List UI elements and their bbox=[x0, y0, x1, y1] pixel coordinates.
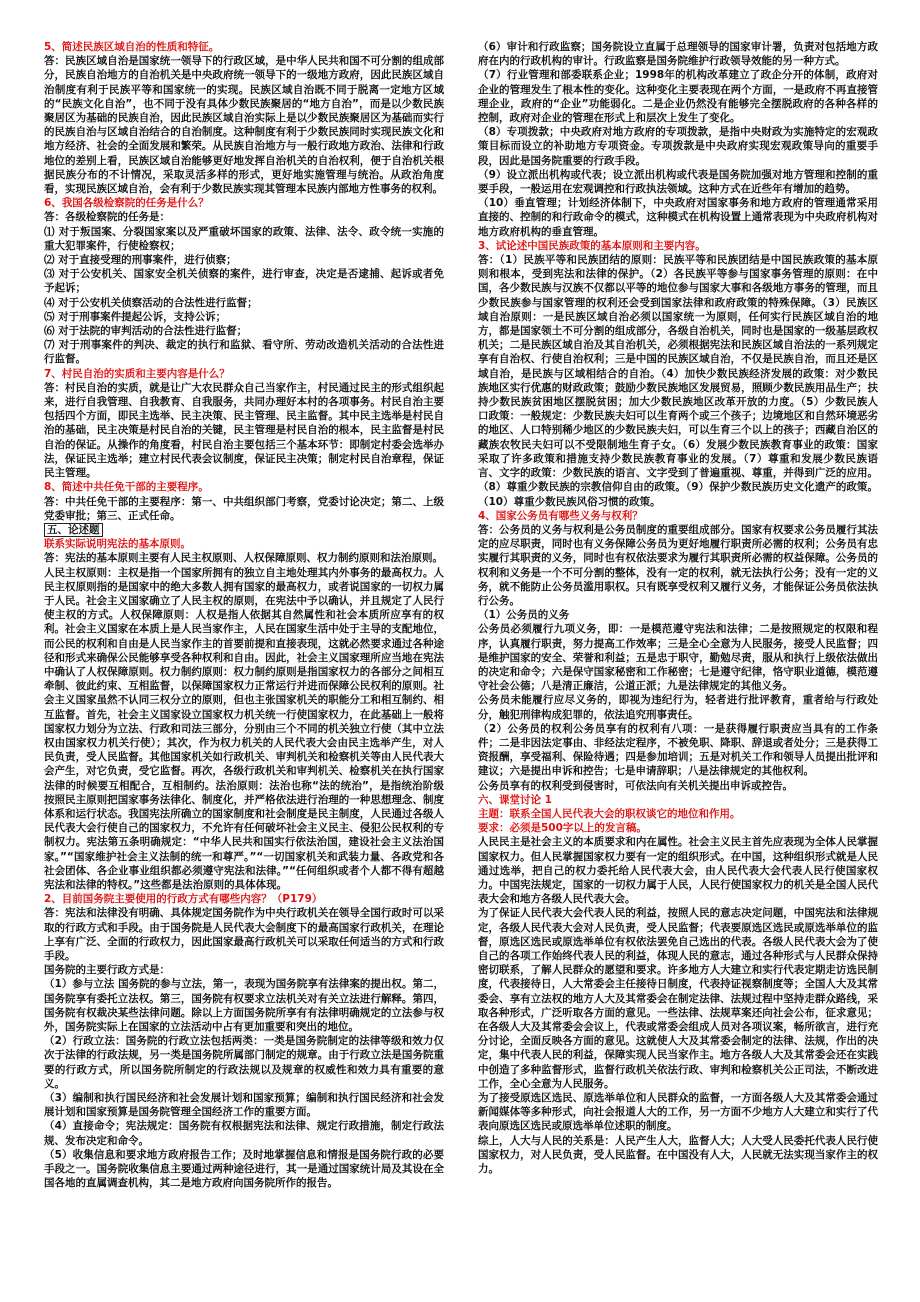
sub-heading: 要求：必须是500字以上的发言稿。 bbox=[478, 822, 647, 835]
answer-paragraph: 国务院的主要行政方式是： bbox=[44, 964, 170, 977]
answer-paragraph: （1）公务员的义务 bbox=[478, 609, 570, 622]
answer-paragraph: （1）参与立法 国务院的参与立法，第一，表现为国务院享有法律案的提出权。第二，国务院享有委托立法权。第三，国务院有权要求立法机关对有关立法进行解释。第四，国务院有权裁决某些法律问题。除以上方面国务院所享有有法律明确规定的立法参与权外，国务院实际上在国家的立法活动中占有更加重要和突出的地位。 bbox=[44, 978, 444, 1034]
question-heading: 4、国家公务员有哪些义务与权利？ bbox=[478, 509, 643, 522]
answer-paragraph: 公务员必须履行九项义务，即：一是模范遵守宪法和法律；二是按照规定的权限和程序，认真履行职责，努力提高工作效率；三是全心全意为人民服务，接受人民监督；四是维护国家的安全、荣誉和利益；五是忠于职守，勤勉尽责，服从和执行上级依法做出的决定和命令；六是保守国家秘密和工作秘密；七是遵守纪律，恪守职业道德，模范遵守社会公德；八是清正廉洁，公道正派；九是法律规定的其他义务。 bbox=[478, 623, 878, 693]
left-column bbox=[44, 40, 444, 1190]
question-heading: 2、目前国务院主要使用的行政方式有哪些内容？（P179） bbox=[44, 893, 323, 906]
qa-block bbox=[44, 892, 444, 1190]
qa-block bbox=[478, 40, 878, 239]
answer-paragraph: 为了保证人民代表大会代表人民的利益，按照人民的意志决定问题，中国宪法和法律规定，各级人民代表大会对人民负责，受人民监督；代表要原选区选民或原选举单位的监督，原选区选民或原选举单位有权依法罢免自己选出的代表。各级人民代表大会为了使自己的各项工作始终代表人民的利益，体现人民的意志，通过各种形式与人民群众保持密切联系，了解人民群众的愿望和要求。许多地方人大建立和实行代表定期走访选民制度，代表接待日，人大常委会主任接待日制度，代表持证视察制度等；全国人大及其常委会、享有立法权的地方人大及其常委会在制定法律、法规过程中坚持走群众路线，采取各种形式，广泛听取各方面的意见。一些法律、法规草案还向社会公布，征求意见；在各级人大及其常委会会议上，代表或常委会组成人员对各项议案，畅所欲言，进行充分讨论，全面反映各方面的意见。这就使人大及其常委会制定的法律、法规，作出的决定，集中代表人民的利益，保障实现人民当家作主。地方各级人大及其常委会还在实践中创造了多种监督形式，监督行政机关依法行政、审判和检察机关公正司法，不断改进工作，全心全意为人民服务。 bbox=[478, 907, 878, 1090]
answer-paragraph: （10）垂直管理；计划经济体制下，中央政府对国家事务和地方政府的管理通常采用直接的、控制的和行政命令的模式，这种模式在机构设置上通常表现为中央政府机构对地方政府机构的垂直管理。 bbox=[478, 197, 878, 238]
answer-paragraph: ⑷ 对于公安机关侦察活动的合法性进行监督； bbox=[44, 296, 258, 309]
qa-block bbox=[44, 480, 444, 523]
answer-paragraph: （5）收集信息和要求地方政府报告工作；及时地掌握信息和情报是国务院行政的必要手段之一。国务院收集信息主要通过两种途径进行，其一是通过国家统计局及其设在全国各地的直属调查机构，其二是地方政府向国务院所作的报告。 bbox=[44, 1148, 444, 1190]
answer-paragraph: （4）直接命令；宪法规定：国务院有权根据宪法和法律、规定行政措施，制定行政法规、发布决定和命令。 bbox=[44, 1120, 444, 1147]
answer-paragraph: ⑴ 对于叛国案、分裂国家案以及严重破坏国家的政策、法律、法令、政令统一实施的重大犯罪案件，行使检察权； bbox=[44, 225, 444, 252]
question-heading: 7、村民自治的实质和主要内容是什么？ bbox=[44, 367, 230, 380]
qa-block bbox=[44, 367, 444, 481]
answer-paragraph: （8）专项拨款；中央政府对地方政府的专项拨款，是指中央财政为实施特定的宏观政策目标而设立的补助地方专项资金。专项拨款是中央政府实现宏观政策导向的重要手段，因此是国务院重要的行政手段。 bbox=[478, 126, 878, 167]
answer-paragraph: 答：（1）民族平等和民族团结的原则：民族平等和民族团结是中国民族政策的基本原则和根本，受到宪法和法律的保护。（2）各民族平等参与国家事务管理的原则：在中国，各少数民族与汉族不仅都以平等的地位参与国家大事和各级地方事务的管理，而且少数民族参与国家管理的权利还会受到国家法律和政府政策的特殊保障。（3）民族区域自治原则：一是民族区域自治必须以国家统一为原则，任何实行民族区域自治的地方，都是国家领土不可分割的组成部分，各级自治机关，同时也是国家的一级基层政权机关；二是民族区域自治及其自治机关，必须根据宪法和民族区域自治法的一系列规定享有自治权、行使自治权利；三是中国的民族区域自治，不仅是民族自治，而且还是区域自治，是民族与区域相结合的自治。（4）加快少数民族经济发展的政策：对少数民族地区实行优惠的财政政策；鼓励少数民族地区发展贸易，照顾少数民族用品生产；扶持少数民族贫困地区摆脱贫困；加大少数民族地区改革开放的力度。（5）少数民族人口政策：一般规定：少数民族夫妇可以生育两个或三个孩子；边境地区和自然环境恶劣的地区、人口特别稀少地区的少数民族夫妇，可以生育三个以上的孩子；西藏自治区的藏族农牧民夫妇可以不受限制地生育子女。（6）发展少数民族教育事业的政策：国家采取了许多政策和措施支持少数民族教育事业的发展。（7）尊重和发展少数民族语言、文字的政策：少数民族的语言、文字受到了普遍重视、尊重，并得到广泛的应用。（8）尊重少数民族的宗教信仰自由的政策。（9）保护少数民族历史文化遗产的政策。（10）尊重少数民族风俗习惯的政策。 bbox=[478, 254, 878, 508]
answer-paragraph: 答：公务员的义务与权利是公务员制度的重要组成部分。国家有权要求公务员履行其法定的应尽职责，同时也有义务保障公务员为更好地履行职责所必需的权利；公务员有忠实履行其职责的义务，同时也有权依法要求为履行其职责所必需的权益保障。公务员的权利和义务是一个不可分割的整体，没有一定的权利，就无法执行公务；没有一定的义务，就不能防止公务员滥用职权。只有既享受权利又履行义务，才能保证公务员依法执行公务。 bbox=[478, 523, 878, 607]
answer-paragraph: 答：村民自治的实质，就是让广大农民群众自己当家作主，村民通过民主的形式组织起来，进行自我管理、自我教育、自我服务，共同办理好本村的各项事务。村民自治主要包括四个方面，即民主选举、民主决策、民主管理、民主监督。其中民主选举是村民自治的基础，民主决策是村民自治的关键，民主管理是村民自治的根本，民主监督是村民自治的保证。从操作的角度看，村民自治主要包括三个基本环节：即制定村委会选举办法，保证民主选举；建立村民代表会议制度，保证民主决策；制定村民自治章程，保证民主管理。 bbox=[44, 381, 444, 480]
answer-paragraph: （3）编制和执行国民经济和社会发展计划和国家预算；编制和执行国民经济和社会发展计划和国家预算是国务院管理全国经济工作的重要方面。 bbox=[44, 1092, 444, 1119]
question-heading: 联系实际说明宪法的基本原则。 bbox=[44, 538, 191, 551]
question-heading: 6、我国各级检察院的任务是什么？ bbox=[44, 197, 209, 210]
answer-paragraph: （9）设立派出机构或代表；设立派出机构或代表是国务院加强对地方管理和控制的重要手段，一般运用在宏观调控和行政执法领域。这种方式在近些年有增加的趋势。 bbox=[478, 168, 878, 196]
answer-paragraph: （2）行政立法：国务院的行政立法包括两类：一类是国务院制定的法律等级和效力仅次于法律的行政法规，另一类是国务院所属部门制定的规章。由于行政立法是国务院重要的行政方式，所以国务院所制定的行政法规以及规章的权威性和效力具有重要的意义。 bbox=[44, 1035, 444, 1090]
qa-block bbox=[44, 196, 444, 366]
answer-paragraph: 答：中共任免干部的主要程序：第一、中共组织部门考察，党委讨论决定；第二、上级党委审批；第三、正式任命。 bbox=[44, 495, 444, 522]
answer-paragraph: 答：宪法的基本原则主要有人民主权原则、人权保障原则、权力制约原则和法治原则。 bbox=[44, 552, 443, 565]
question-heading: 8、简述中共任免干部的主要程序。 bbox=[44, 481, 209, 494]
answer-paragraph: ⑸ 对于刑事案件提起公诉，支持公诉； bbox=[44, 310, 227, 323]
answer-paragraph: 公务员未能履行应尽义务的，即视为违纪行为，轻者进行批评教育，重者给与行政处分，触犯刑律构成犯罪的，依法追究刑事责任。 bbox=[478, 694, 878, 721]
answer-paragraph: ⑹ 对于法院的审判活动的合法性进行监督； bbox=[44, 325, 248, 338]
answer-paragraph: （6）审计和行政监察；国务院设立直属于总理领导的国家审计署，负责对包括地方政府在内的行政机构的审计。行政监察是国务院维护行政领导效能的另一种方式。 bbox=[478, 41, 878, 68]
section-label-text: 五、论述题 bbox=[44, 523, 103, 537]
question-heading: 六、课堂讨论 1 bbox=[478, 793, 552, 806]
sub-heading: 主题：联系全国人民代表大会的职权谈它的地位和作用。 bbox=[478, 807, 741, 820]
right-column bbox=[478, 40, 878, 1176]
answer-paragraph: ⑵ 对于直接受理的刑事案件，进行侦察； bbox=[44, 254, 237, 267]
qa-block bbox=[478, 793, 878, 1176]
question-heading: 5、简述民族区域自治的性质和特征。 bbox=[44, 41, 220, 53]
answer-paragraph: 答：民族区域自治是国家统一领导下的行政区域，是中华人民共和国不可分割的组成部分，民族自治地方的自治机关是中央政府统一领导下的一级地方政府，因此民族区域自治制度有利于民族平等和国家统一的实现。民族区域自治既不同于脱离一定地方区域的“民族文化自治”，也不同于没有具体少数民族聚居的“地方自治”，而是以少数民族聚居区为基础的民族自治，因此民族区域自治实际上是以少数民族聚居区为基础而实行的民族自治与区域自治结合的自治制度。这种制度有利于少数民族同时实现民族文化和地方经济、社会的全面发展和繁荣。从民族自治地方与一般行政地方政治、法律和行政地位的差别上看，民族区域自治能够更好地发挥自治机关的自治权利，便于自治机关根据民族分布的不计情况，采取灵活多样的形式，更好地实施管理与统治。从政治角度看，实现民族区域自治，会有利于少数民族实现其管理本民族内部地方性事务的权利。 bbox=[44, 55, 444, 196]
answer-paragraph: ⑺ 对于刑事案件的判决、裁定的执行和监狱、看守所、劳动改造机关活动的合法性进行监督。 bbox=[44, 339, 444, 366]
qa-block bbox=[478, 509, 878, 793]
answer-paragraph: 公务员享有的权利受到侵害时，可依法向有关机关提出申诉或控告。 bbox=[478, 779, 793, 792]
answer-paragraph: 综上，人大与人民的关系是：人民产生人大，监督人大；人大受人民委托代表人民行使国家权力，对人民负责，受人民监督。在中国没有人大，人民就无法实现当家作主的权力。 bbox=[478, 1134, 878, 1176]
answer-paragraph: 人民主权原则：主权是指一个国家所拥有的独立自主地处理其内外事务的最高权力。人民主权原则指的是国家中的绝大多数人拥有国家的最高权力，或者说国家的一切权力属于人民。社会主义国家确立了人民主权的原则，在宪法中予以确认，并且规定了人民行使主权的方式。人权保障原则：人权是指人依据其自然属性和社会本质所应享有的权利。社会主义国家在本质上是人民当家作主，人民在国家生活中处于主导的支配地位，而公民的权利和自由是人民当家作主的首要前提和直接表现，这就必然要求通过各种途径和形式来确保公民能够享受各种权利和自由。因此，社会主义国家理所应当地在宪法中确认了人权保障原则。权力制约原则：权力制约原则是指国家权力的各部分之间相互牵制、彼此约束、互相监督，以保障国家权力正常运行并进而保障公民权利的原则。社会主义国家虽然不认同三权分立的原则，但也主张国家机关的职能分工和相互制约、相互监督。首先，社会主义国家设立国家权力机关统一行使国家权力，在此基础上一般将国家权力划分为立法、行政和司法三部分，分别由三个不同的机关独立行使（其中立法权由国家权力机关行使）；其次，作为权力机关的人民代表大会由民主选举产生，对人民负责，受人民监督。其他国家机关如行政机关、审判机关和检察机关等由人民代表大会产生，对它负责，受它监督。再次，各级行政机关和审判机关、检察机关在执行国家法律的时候要互相配合，互相制约。法治原则：法治也称“法的统治”，是指统治阶级按照民主原则把国家事务法律化、制度化，并严格依法进行治理的一种思想理念、制度体系和运行状态。我国宪法所确立的国家制度和社会制度是民主制度，人民通过各级人民代表大会行使自己的国家权力，不允许有任何破坏社会主义民主、侵犯公民权利的专制权力。宪法第五条明确规定：“中华人民共和国实行依法治国，建设社会主义法治国家。”“国家维护社会主义法制的统一和尊严。”“一切国家机关和武装力量、各政党和各社会团体、各企业事业组织都必须遵守宪法和法律。”“任何组织或者个人都不得有超越宪法和法律的特权。”这些都是法治原则的具体体现。 bbox=[44, 566, 444, 891]
question-heading: 3、试论述中国民族政策的基本原则和主要内容。 bbox=[478, 239, 706, 252]
section-label bbox=[44, 523, 444, 537]
answer-paragraph: （7）行业管理和部委联系企业；1998年的机构改革建立了政企分开的体制，政府对企业的管理发生了根本性的变化。这种变化主要表现在两个方面，一是政府不再直接管理企业，政府的“企业”功能弱化。二是企业仍然没有能够完全摆脱政府的各种各样的控制，政府对企业的管理在形式上和层次上发生了变化。 bbox=[478, 69, 878, 125]
answer-paragraph: 人民民主是社会主义的本质要求和内在属性。社会主义民主首先应表现为全体人民掌握国家权力。但人民掌握国家权力要有一定的组织形式。在中国，这种组织形式就是人民通过选举，把自己的权力委托给人民代表大会，由人民代表大会代表人民行使国家权力。中国宪法规定，国家的一切权力属于人民，人民行使国家权力的机关是全国人民代表大会和地方各级人民代表大会。 bbox=[478, 836, 878, 906]
answer-paragraph: （2）公务员的权利公务员享有的权利有八项：一是获得履行职责应当具有的工作条件；二是非因法定事由、非经法定程序，不被免职、降职、辞退或者处分；三是获得工资报酬，享受福利、保险待遇；四是参加培训；五是对机关工作和领导人员提出批评和建议；六是提出申诉和控告；七是申请辞职；八是法律规定的其他权利。 bbox=[478, 722, 878, 778]
answer-paragraph: 答：各级检察院的任务是： bbox=[44, 211, 170, 224]
answer-paragraph: 为了接受原选区选民、原选举单位和人民群众的监督，一方面各级人大及其常委会通过新闻媒体等多种形式，向社会报道人大的工作，另一方面不少地方人大建立和实行了代表向原选区选民或原选举单位述职的制度。 bbox=[478, 1092, 878, 1133]
qa-block bbox=[44, 523, 444, 892]
answer-paragraph: ⑶ 对于公安机关、国家安全机关侦察的案件，进行审查，决定是否逮捕、起诉或者免予起诉； bbox=[44, 268, 444, 295]
qa-block bbox=[44, 40, 444, 196]
answer-paragraph: 答：宪法和法律没有明确、具体规定国务院作为中央行政机关在领导全国行政时可以采取的行政方式和手段。由于国务院是人民代表大会制度下的最高国家行政机关，在理论上享有广泛、全面的行政权力，因此国家最高行政机关可以采取任何适当的方式和行政手段。 bbox=[44, 907, 444, 962]
qa-block bbox=[478, 239, 878, 509]
